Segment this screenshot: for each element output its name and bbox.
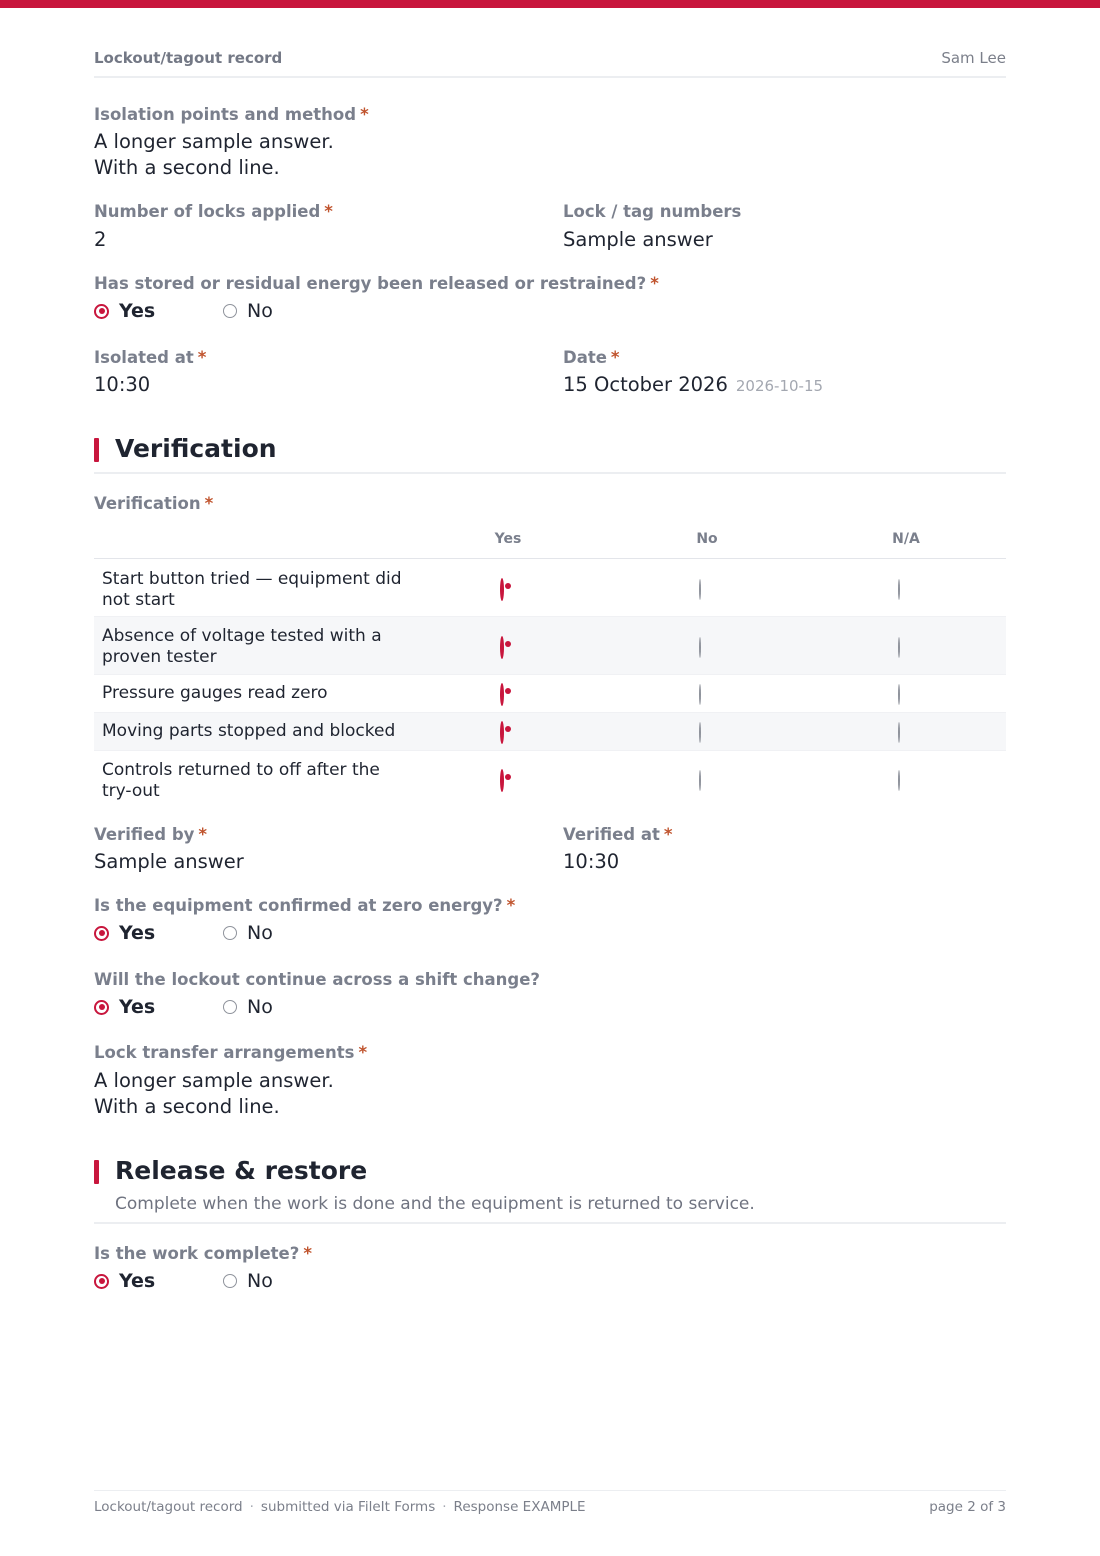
locks-applied-value: 2 xyxy=(94,228,107,251)
isolation-label-text: Isolation points and method xyxy=(94,105,357,124)
radio-selected-icon xyxy=(500,721,504,744)
work-complete-label-text: Is the work complete? xyxy=(94,1244,300,1263)
grid-cell-yes[interactable] xyxy=(500,638,516,654)
section-description: Complete when the work is done and the equipment is returned to service. xyxy=(115,1194,755,1214)
section-title: Verification xyxy=(115,434,277,463)
option-label: No xyxy=(247,996,273,1018)
radio-selected-icon xyxy=(94,1000,109,1015)
isolation-value-line-2: With a second line. xyxy=(94,156,280,179)
respondent-name: Sam Lee xyxy=(941,49,1006,67)
grid-row-question: Moving parts stopped and blocked xyxy=(102,721,396,741)
grid-row xyxy=(94,559,1006,617)
radio-empty-icon xyxy=(898,722,900,743)
required-marker: * xyxy=(204,494,214,513)
stored-energy-label-text: Has stored or residual energy been released or restrained? xyxy=(94,274,647,293)
release-section-header xyxy=(94,1156,1006,1224)
grid-cell-na[interactable] xyxy=(898,723,914,739)
required-marker: * xyxy=(663,825,673,844)
footer-response-id: Response EXAMPLE xyxy=(453,1499,586,1515)
grid-row xyxy=(94,675,1006,713)
separator: · xyxy=(249,1499,254,1515)
radio-selected-icon xyxy=(94,926,109,941)
grid-row-question: Controls returned to off after the try-out xyxy=(102,760,380,801)
lock-numbers-label: Lock / tag numbers xyxy=(563,202,742,221)
locks-applied-label xyxy=(94,202,333,221)
verified-by-label-text: Verified by xyxy=(94,825,195,844)
grid-column-no: No xyxy=(696,531,718,547)
lock-transfer-label-text: Lock transfer arrangements xyxy=(94,1043,355,1062)
form-title: Lockout/tagout record xyxy=(94,49,283,67)
grid-column-na: N/A xyxy=(892,531,920,547)
footer-submitted-via: submitted via FileIt Forms xyxy=(260,1499,436,1515)
page-number: page 2 of 3 xyxy=(929,1499,1006,1515)
zero-energy-no-option[interactable] xyxy=(223,920,273,946)
option-label: Yes xyxy=(119,996,156,1018)
grid-row-question: Start button tried — equipment did not start xyxy=(102,569,402,610)
work-complete-label xyxy=(94,1244,312,1263)
work-complete-radio-group xyxy=(94,1268,394,1294)
verification-grid xyxy=(94,528,1006,808)
radio-empty-icon xyxy=(898,637,900,658)
radio-empty-icon xyxy=(699,684,701,705)
radio-empty-icon xyxy=(699,637,701,658)
verified-by-label xyxy=(94,825,207,844)
date-iso-value: 2026-10-15 xyxy=(735,377,824,395)
verified-by-value: Sample answer xyxy=(94,850,244,873)
required-marker: * xyxy=(506,896,516,915)
radio-selected-icon xyxy=(500,578,504,601)
isolated-at-value: 10:30 xyxy=(94,373,151,396)
footer-form-name: Lockout/tagout record xyxy=(94,1499,243,1515)
stored-energy-no-option[interactable] xyxy=(223,298,273,324)
isolation-value-line-1: A longer sample answer. xyxy=(94,130,334,153)
radio-empty-icon xyxy=(223,926,237,940)
option-label: Yes xyxy=(119,922,156,944)
grid-cell-yes[interactable] xyxy=(500,723,516,739)
isolated-at-label xyxy=(94,348,206,367)
grid-cell-no[interactable] xyxy=(699,580,715,596)
grid-row-question: Absence of voltage tested with a proven tester xyxy=(102,626,382,667)
option-label: Yes xyxy=(119,300,156,322)
verification-section-header xyxy=(94,434,1006,474)
required-marker: * xyxy=(198,825,208,844)
grid-cell-yes[interactable] xyxy=(500,771,516,787)
option-label: No xyxy=(247,922,273,944)
stored-energy-label xyxy=(94,274,659,293)
grid-cell-na[interactable] xyxy=(898,638,914,654)
required-marker: * xyxy=(610,348,620,367)
option-label: No xyxy=(247,300,273,322)
lock-transfer-label xyxy=(94,1043,367,1062)
zero-energy-radio-group xyxy=(94,920,394,946)
brand-top-bar xyxy=(0,0,1100,8)
locks-applied-label-text: Number of locks applied xyxy=(94,202,321,221)
grid-cell-yes[interactable] xyxy=(500,580,516,596)
verified-at-label-text: Verified at xyxy=(563,825,660,844)
lock-transfer-value-line-2: With a second line. xyxy=(94,1095,280,1118)
grid-row xyxy=(94,713,1006,751)
isolation-value xyxy=(94,129,334,181)
grid-cell-na[interactable] xyxy=(898,685,914,701)
stored-energy-radio-group xyxy=(94,298,394,324)
page-footer xyxy=(94,1490,1006,1521)
radio-selected-icon xyxy=(94,1274,109,1289)
page-header xyxy=(94,48,1006,78)
required-marker: * xyxy=(360,105,369,124)
radio-selected-icon xyxy=(94,304,109,319)
date-label xyxy=(563,348,620,367)
stored-energy-yes-option[interactable] xyxy=(94,298,155,324)
section-accent-bar xyxy=(94,438,99,462)
grid-cell-no[interactable] xyxy=(699,771,715,787)
shift-change-radio-group xyxy=(94,994,394,1020)
radio-empty-icon xyxy=(223,1274,237,1288)
radio-empty-icon xyxy=(898,579,900,600)
grid-header-row xyxy=(94,528,1006,559)
verification-grid-label xyxy=(94,494,213,513)
required-marker: * xyxy=(197,348,207,367)
radio-empty-icon xyxy=(699,722,701,743)
date-value-text: 15 October 2026 xyxy=(563,373,728,396)
verified-at-label xyxy=(563,825,673,844)
radio-empty-icon xyxy=(898,684,900,705)
grid-row-question: Pressure gauges read zero xyxy=(102,683,328,703)
grid-column-yes: Yes xyxy=(494,531,522,547)
radio-selected-icon xyxy=(500,769,504,792)
option-label: Yes xyxy=(119,1270,156,1292)
radio-empty-icon xyxy=(223,1000,237,1014)
radio-empty-icon xyxy=(223,304,237,318)
grid-row xyxy=(94,617,1006,675)
lock-transfer-value-line-1: A longer sample answer. xyxy=(94,1069,334,1092)
separator: · xyxy=(442,1499,447,1515)
section-accent-bar xyxy=(94,1160,99,1184)
grid-cell-no[interactable] xyxy=(699,685,715,701)
grid-cell-no[interactable] xyxy=(699,723,715,739)
date-label-text: Date xyxy=(563,348,607,367)
grid-cell-na[interactable] xyxy=(898,580,914,596)
required-marker: * xyxy=(324,202,333,221)
required-marker: * xyxy=(303,1244,312,1263)
footer-meta xyxy=(94,1499,586,1515)
radio-empty-icon xyxy=(898,770,900,791)
verified-at-value: 10:30 xyxy=(563,850,620,873)
lock-transfer-value xyxy=(94,1068,334,1120)
radio-empty-icon xyxy=(699,770,701,791)
shift-change-label: Will the lockout continue across a shift change? xyxy=(94,970,540,989)
work-complete-yes-option[interactable] xyxy=(94,1268,155,1294)
grid-cell-no[interactable] xyxy=(699,638,715,654)
option-label: No xyxy=(247,1270,273,1292)
grid-row xyxy=(94,751,1006,808)
zero-energy-label-text: Is the equipment confirmed at zero energy? xyxy=(94,896,503,915)
radio-selected-icon xyxy=(500,683,504,706)
date-value xyxy=(563,372,823,399)
zero-energy-label xyxy=(94,896,515,915)
lock-numbers-value: Sample answer xyxy=(563,228,713,251)
isolation-label xyxy=(94,105,369,124)
required-marker: * xyxy=(358,1043,368,1062)
work-complete-no-option[interactable] xyxy=(223,1268,273,1294)
shift-change-yes-option[interactable] xyxy=(94,994,155,1020)
required-marker: * xyxy=(650,274,659,293)
radio-empty-icon xyxy=(699,579,701,600)
isolated-at-label-text: Isolated at xyxy=(94,348,194,367)
section-title: Release & restore xyxy=(115,1156,368,1185)
grid-cell-na[interactable] xyxy=(898,771,914,787)
radio-selected-icon xyxy=(500,636,504,659)
zero-energy-yes-option[interactable] xyxy=(94,920,155,946)
grid-cell-yes[interactable] xyxy=(500,685,516,701)
shift-change-no-option[interactable] xyxy=(223,994,273,1020)
verification-grid-label-text: Verification xyxy=(94,494,201,513)
